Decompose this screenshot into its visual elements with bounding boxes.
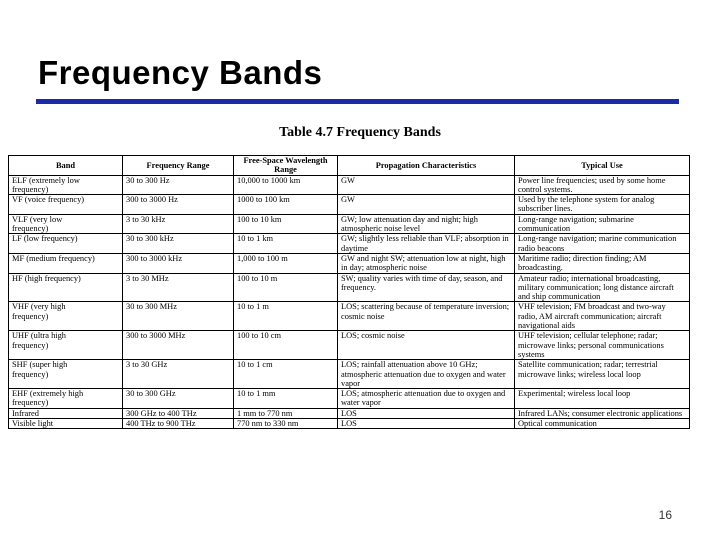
propagation-cell: LOS; cosmic noise xyxy=(338,331,515,360)
band-cell: SHF (super high frequency) xyxy=(9,360,123,389)
propagation-cell: SW; quality varies with time of day, season, and frequency. xyxy=(338,273,515,302)
wavelength-range-cell: 10 to 1 m xyxy=(234,302,338,331)
wavelength-range-cell: 10 to 1 km xyxy=(234,234,338,254)
typical-use-cell: Infrared LANs; consumer electronic applications xyxy=(515,408,690,418)
propagation-cell: GW xyxy=(338,175,515,195)
column-header-typical-use: Typical Use xyxy=(515,156,690,176)
table-row xyxy=(9,253,690,273)
propagation-cell: LOS xyxy=(338,408,515,418)
page-number: 16 xyxy=(658,508,672,522)
wavelength-range-cell: 100 to 10 km xyxy=(234,214,338,234)
table-row xyxy=(9,234,690,254)
table-row xyxy=(9,175,690,195)
table-row xyxy=(9,389,690,409)
typical-use-cell: Long-range navigation; marine communication radio beacons xyxy=(515,234,690,254)
propagation-cell: LOS; atmospheric attenuation due to oxygen and water vapor xyxy=(338,389,515,409)
table-row xyxy=(9,419,690,429)
wavelength-range-cell: 100 to 10 m xyxy=(234,273,338,302)
title-underline xyxy=(36,99,679,104)
band-cell: HF (high frequency) xyxy=(9,273,123,302)
slide-title: Frequency Bands xyxy=(38,54,323,91)
wavelength-range-cell: 770 nm to 330 nm xyxy=(234,419,338,429)
typical-use-cell: Optical communication xyxy=(515,419,690,429)
band-cell: VHF (very high frequency) xyxy=(9,302,123,331)
typical-use-cell: Experimental; wireless local loop xyxy=(515,389,690,409)
propagation-cell: GW and night SW; attenuation low at night, high in day; atmospheric noise xyxy=(338,253,515,273)
band-cell: Visible light xyxy=(9,419,123,429)
table-row xyxy=(9,273,690,302)
frequency-bands-table xyxy=(8,155,690,429)
frequency-range-cell: 300 GHz to 400 THz xyxy=(123,408,234,418)
typical-use-cell: UHF television; cellular telephone; radar; microwave links; personal communications systems xyxy=(515,331,690,360)
wavelength-range-cell: 10 to 1 mm xyxy=(234,389,338,409)
table-row xyxy=(9,331,690,360)
wavelength-range-cell: 1 mm to 770 nm xyxy=(234,408,338,418)
frequency-range-cell: 3 to 30 kHz xyxy=(123,214,234,234)
table-caption: Table 4.7 Frequency Bands xyxy=(279,125,441,140)
propagation-cell: LOS; scattering because of temperature inversion; cosmic noise xyxy=(338,302,515,331)
frequency-range-cell: 3 to 30 GHz xyxy=(123,360,234,389)
typical-use-cell: Maritime radio; direction finding; AM broadcasting. xyxy=(515,253,690,273)
typical-use-cell: Satellite communication; radar; terrestrial microwave links; wireless local loop xyxy=(515,360,690,389)
frequency-range-cell: 30 to 300 MHz xyxy=(123,302,234,331)
propagation-cell: GW; low attenuation day and night; high atmospheric noise level xyxy=(338,214,515,234)
column-header-band: Band xyxy=(9,156,123,176)
column-header-propagation: Propagation Characteristics xyxy=(338,156,515,176)
band-cell: MF (medium frequency) xyxy=(9,253,123,273)
frequency-range-cell: 30 to 300 Hz xyxy=(123,175,234,195)
typical-use-cell: VHF television; FM broadcast and two-way radio, AM aircraft communication; aircraft navigational aids xyxy=(515,302,690,331)
frequency-range-cell: 300 to 3000 kHz xyxy=(123,253,234,273)
band-cell: VF (voice frequency) xyxy=(9,195,123,215)
band-cell: UHF (ultra high frequency) xyxy=(9,331,123,360)
typical-use-cell: Long-range navigation; submarine communication xyxy=(515,214,690,234)
band-cell: Infrared xyxy=(9,408,123,418)
table-row xyxy=(9,214,690,234)
wavelength-range-cell: 10,000 to 1000 km xyxy=(234,175,338,195)
band-cell: LF (low frequency) xyxy=(9,234,123,254)
propagation-cell: GW xyxy=(338,195,515,215)
table-row xyxy=(9,408,690,418)
frequency-range-cell: 30 to 300 GHz xyxy=(123,389,234,409)
frequency-range-cell: 3 to 30 MHz xyxy=(123,273,234,302)
frequency-range-cell: 300 to 3000 MHz xyxy=(123,331,234,360)
column-header-wavelength-range: Free-Space Wavelength Range xyxy=(234,156,338,176)
wavelength-range-cell: 10 to 1 cm xyxy=(234,360,338,389)
wavelength-range-cell: 100 to 10 cm xyxy=(234,331,338,360)
typical-use-cell: Used by the telephone system for analog subscriber lines. xyxy=(515,195,690,215)
frequency-range-cell: 30 to 300 kHz xyxy=(123,234,234,254)
propagation-cell: LOS; rainfall attenuation above 10 GHz; atmospheric attenuation due to oxygen and water vapor xyxy=(338,360,515,389)
propagation-cell: GW; slightly less reliable than VLF; absorption in daytime xyxy=(338,234,515,254)
frequency-range-cell: 300 to 3000 Hz xyxy=(123,195,234,215)
typical-use-cell: Power line frequencies; used by some home control systems. xyxy=(515,175,690,195)
table-row xyxy=(9,302,690,331)
column-header-frequency-range: Frequency Range xyxy=(123,156,234,176)
wavelength-range-cell: 1,000 to 100 m xyxy=(234,253,338,273)
band-cell: VLF (very low frequency) xyxy=(9,214,123,234)
typical-use-cell: Amateur radio; international broadcasting, military communication; long distance aircraft and ship communication xyxy=(515,273,690,302)
table-row xyxy=(9,195,690,215)
wavelength-range-cell: 1000 to 100 km xyxy=(234,195,338,215)
band-cell: ELF (extremely low frequency) xyxy=(9,175,123,195)
table-header-row xyxy=(9,156,690,176)
frequency-range-cell: 400 THz to 900 THz xyxy=(123,419,234,429)
propagation-cell: LOS xyxy=(338,419,515,429)
table-row xyxy=(9,360,690,389)
band-cell: EHF (extremely high frequency) xyxy=(9,389,123,409)
